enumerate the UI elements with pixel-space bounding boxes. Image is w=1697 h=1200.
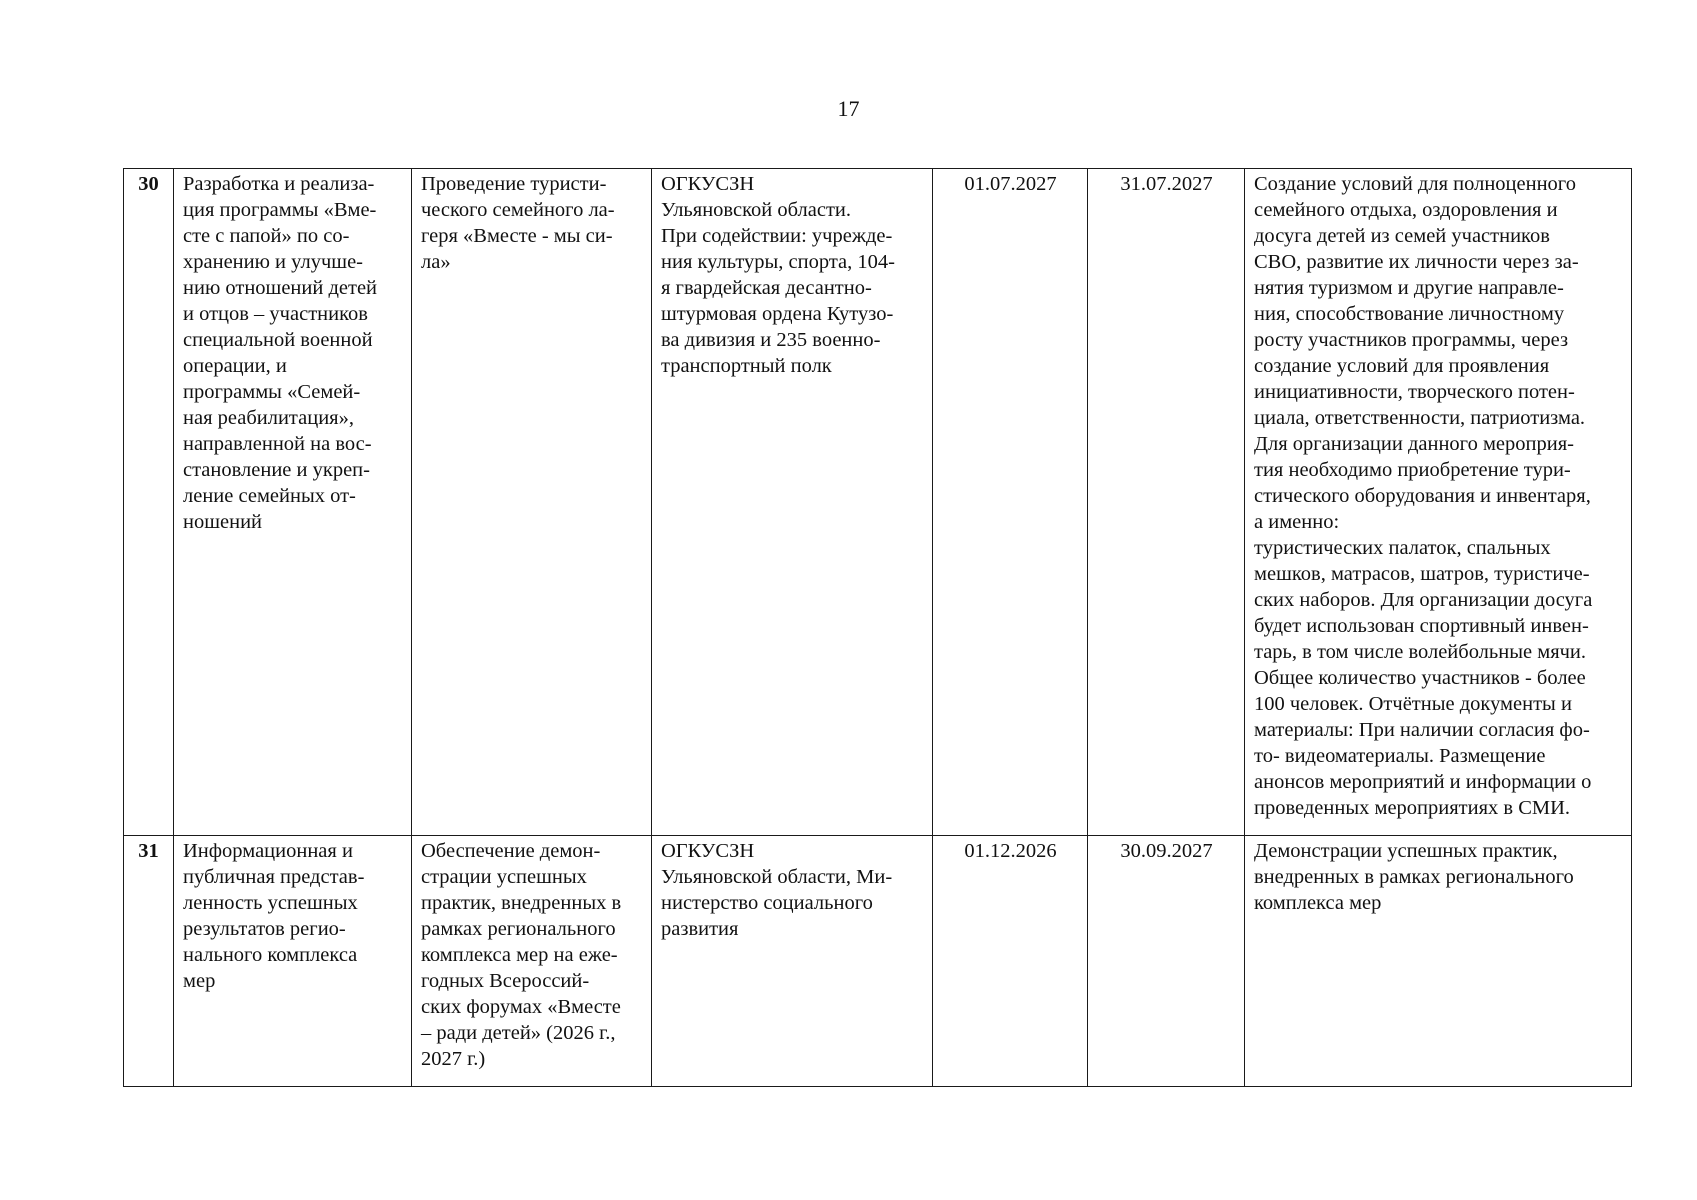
row-number: 31: [124, 836, 174, 1087]
responsible-cell: ОГКУСЗН Ульяновской области, Ми- нистерство социального развития: [652, 836, 933, 1087]
end-date-cell: 30.09.2027: [1088, 836, 1245, 1087]
measures-cell: Проведение туристи- ческого семейного ла- геря «Вместе - мы си- ла»: [412, 169, 652, 836]
activities-table: [123, 168, 1632, 1087]
end-date-cell: 31.07.2027: [1088, 169, 1245, 836]
measures-cell: Обеспечение демон- страции успешных практик, внедренных в рамках регионального комплекса мер на еже- годных Всероссий- ских форумах «Вместе – ради детей» (2026 г., 2027 г.): [412, 836, 652, 1087]
start-date-cell: 01.12.2026: [933, 836, 1088, 1087]
start-date-cell: 01.07.2027: [933, 169, 1088, 836]
event-cell: Разработка и реализа- ция программы «Вме- сте с папой» по со- хранению и улучше- нию отношений детей и отцов – участников специальной военной операции, и программы «Семей- ная реабилитация», направленной на вос- становление и укреп- ление семейных от- ношений: [174, 169, 412, 836]
event-cell: Информационная и публичная представ- ленность успешных результатов регио- нального комплекса мер: [174, 836, 412, 1087]
table-row: [124, 169, 1632, 836]
page-number: 17: [837, 96, 860, 121]
result-cell: Создание условий для полноценного семейного отдыха, оздоровления и досуга детей из семей участников СВО, развитие их личности через за- нятия туризмом и другие направле- ния, способствование личностному росту участников программы, через создание условий для проявления инициативности, творческого потен- циала, ответственности, патриотизма. Для организации данного мероприя- тия необходимо приобретение тури- стического оборудования и инвентаря, а именно: туристических палаток, спальных мешков, матрасов, шатров, туристиче- ских наборов. Для организации досуга будет использован спортивный инвен- тарь, в том числе волейбольные мячи. Общее количество участников - более 100 человек. Отчётные документы и материалы: При наличии согласия фо- то- видеоматериалы. Размещение анонсов мероприятий и информации о проведенных мероприятиях в СМИ.: [1245, 169, 1632, 836]
responsible-cell: ОГКУСЗН Ульяновской области. При содействии: учрежде- ния культуры, спорта, 104- я гвардейская десантно- штурмовая ордена Кутузо- ва дивизия и 235 военно- транспортный полк: [652, 169, 933, 836]
table-row: [124, 836, 1632, 1087]
result-cell: Демонстрации успешных практик, внедренных в рамках регионального комплекса мер: [1245, 836, 1632, 1087]
row-number: 30: [124, 169, 174, 836]
